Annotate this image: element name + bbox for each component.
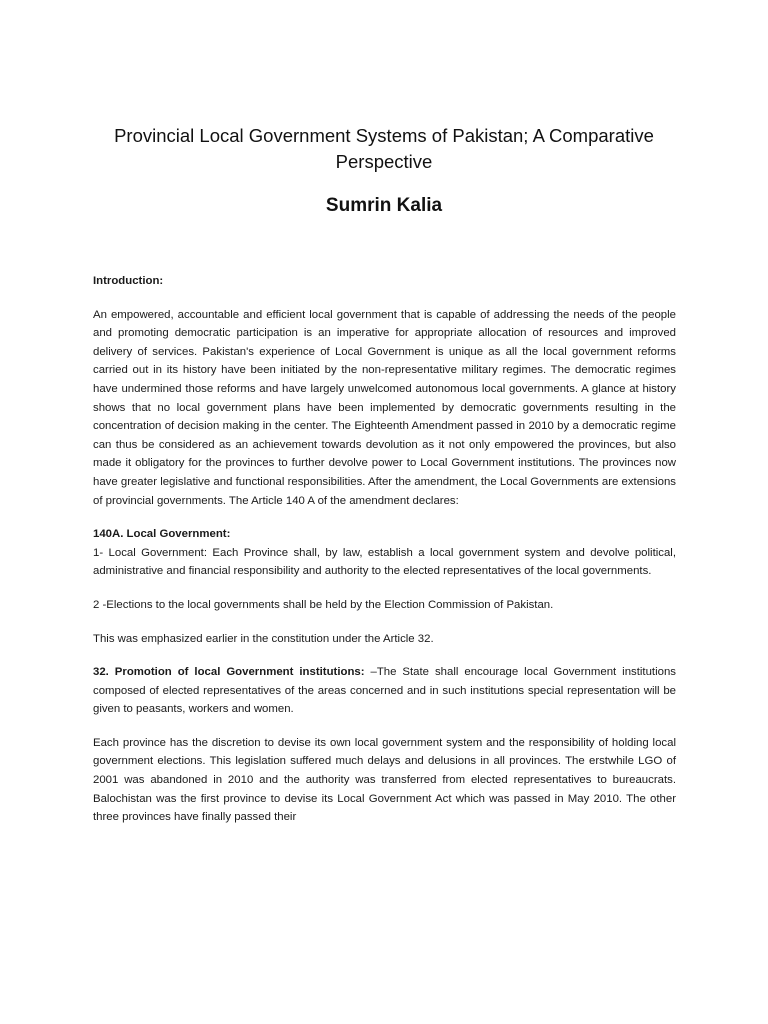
document-title: Provincial Local Government Systems of Pakistan; A Comparative Perspective bbox=[114, 125, 654, 172]
intro-paragraph: An empowered, accountable and efficient local government that is capable of addressing the needs of the people and promoting democratic participation is an imperative for appropriate allocation of resources and improved delivery of services. Pakistan's experience of Local Government is unique as all the local government reforms carried out in its history have been initiated by the non-representative military regimes. The democratic regimes have undermined those reforms and have largely unwelcomed autonomous local governments. A glance at history shows that no local government plans have been implemented by democratic governments resulting in the concentration of decision making in the center. The Eighteenth Amendment passed in 2010 by a democratic regime can thus be considered as an achievement towards devolution as it not only empowered the provinces, but also made it obligatory for the provinces to further devolve power to Local Government institutions. The provinces now have greater legislative and functional responsibilities. After the amendment, the Local Governments are extensions of provincial governments. The Article 140 A of the amendment declares: bbox=[93, 308, 676, 507]
clause-1-paragraph: 1- Local Government: Each Province shall, by law, establish a local government system and devolve political, administrative and financial responsibility and authority to the elected representatives of the local governments. bbox=[93, 546, 676, 578]
clause-2-paragraph: 2 -Elections to the local governments shall be held by the Election Commission of Pakistan. bbox=[93, 598, 554, 611]
author-name: Sumrin Kalia bbox=[325, 195, 443, 216]
closing-paragraph: Each province has the discretion to devise its own local government system and the responsibility of holding local government elections. This legislation suffered much delays and delusions in all provinces. The erstwhile LGO of 2001 was abandoned in 2010 and the authority was transferred from elected representatives to bureaucrats. Balochistan was the first province to devise its Local Government Act which was passed in May 2010. The other three provinces have finally passed their bbox=[93, 736, 676, 824]
emphasis-note-paragraph: This was emphasized earlier in the constitution under the Article 32. bbox=[93, 632, 434, 645]
article-32-text: –The State shall encourage local Government institutions composed of elected representatives of the areas concerned and in such institutions special representation will be given to peasants, workers and women. bbox=[93, 666, 676, 716]
article-32-paragraph bbox=[93, 663, 676, 719]
document-body bbox=[93, 272, 676, 842]
article-32-heading: 32. Promotion of local Government institutions: bbox=[93, 666, 365, 679]
article-140a-heading: 140A. Local Government: bbox=[93, 528, 231, 541]
intro-heading: Introduction: bbox=[93, 275, 164, 287]
